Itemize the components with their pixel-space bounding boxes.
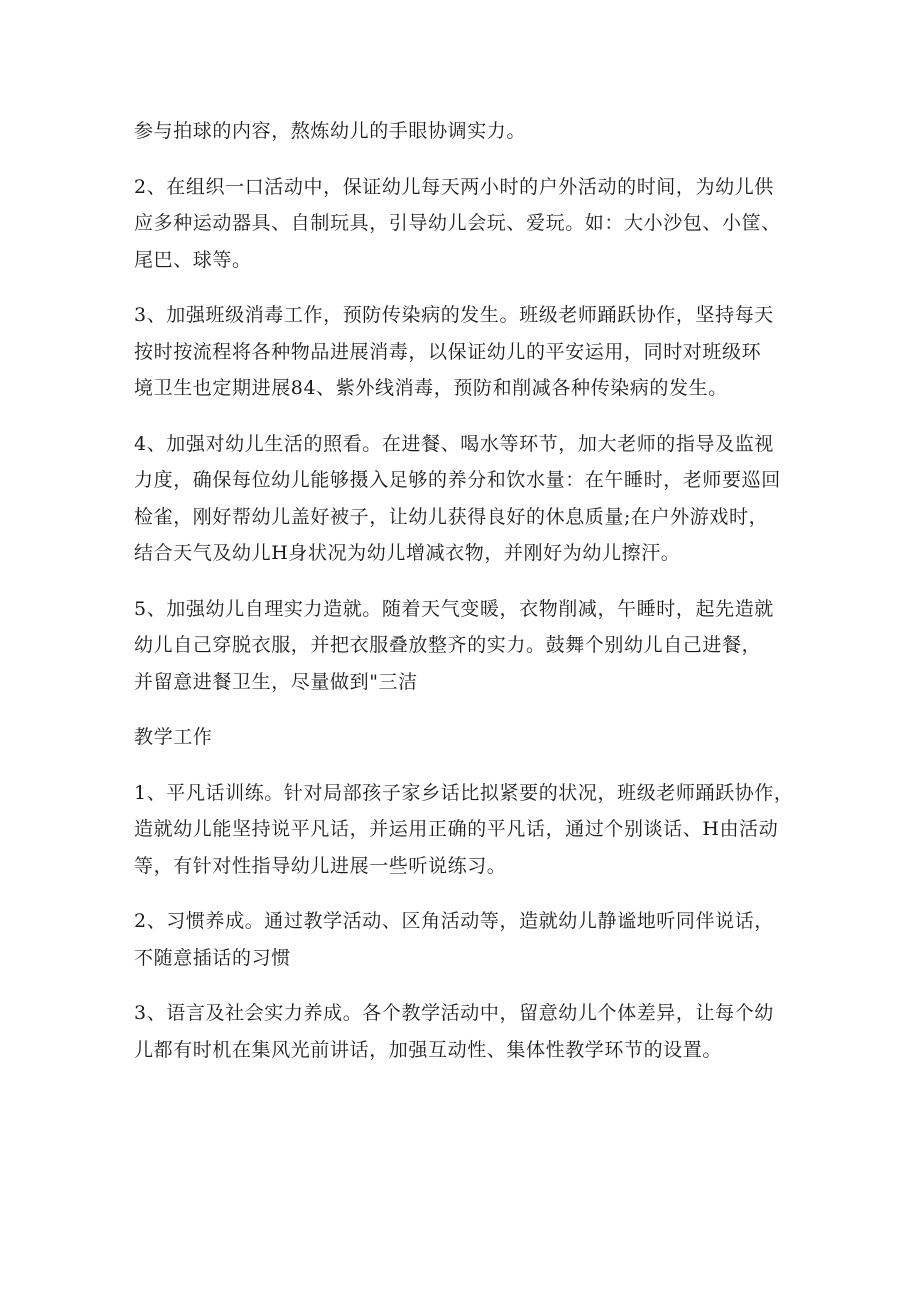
text-line: 等，有针对性指导幼儿进展一些听说练习。 [134,854,507,877]
text-line: 3、加强班级消毒工作，预防传染病的发生。班级老师踊跃协作，坚持每天 [134,304,774,326]
text-line: 5、加强幼儿自理实力造就。随着天气变暖，衣物削减，午睡时，起先造就 [134,597,774,620]
text-line: 应多种运动器具、自制玩具，引导幼儿会玩、爱玩。如：大小沙包、小筐、 [134,212,781,234]
paragraph-item-5-self-care [134,591,794,701]
text-line: 按时按流程将各种物品进展消毒，以保证幼儿的平安运用，同时对班级环 [134,340,762,363]
paragraph-item-4-care [134,426,794,572]
paragraph-teaching-2-habits [134,903,794,976]
text-line: 参与拍球的内容，熬炼幼儿的手眼协调实力。 [134,120,527,142]
text-line: 造就幼儿能坚持说平凡话，并运用正确的平凡话，通过个别谈话、H由活动 [134,818,779,840]
paragraph-item-2-outdoor [134,169,794,279]
text-line: 结合天气及幼儿H身状况为幼儿增减衣物，并刚好为幼儿擦汗。 [134,542,681,564]
text-line: 1、平凡话训练。针对局部孩子家乡话比拟紧要的状况，班级老师踊跃协作， [134,781,794,804]
text-line: 幼儿自己穿脱衣服，并把衣服叠放整齐的实力。鼓舞个别幼儿自己进餐， [134,634,762,656]
text-line: 4、加强对幼儿生活的照看。在进餐、喝水等环节，加大老师的指导及监视 [134,432,774,455]
text-line: 3、语言及社会实力养成。各个教学活动中，留意幼儿个体差异，让每个幼 [134,1002,774,1024]
heading-text: 教学工作 [134,726,213,748]
text-line: 儿都有时机在集风光前讲话，加强互动性、集体性教学环节的设置。 [134,1038,723,1061]
text-line: 2、在组织一口活动中，保证幼儿每天两小时的户外活动的时间，为幼儿供 [134,175,774,198]
text-line: 2、习惯养成。通过教学活动、区角活动等，造就幼儿静谧地听同伴说话， [134,910,774,932]
text-line: 并留意进餐卫生，尽量做到"三洁 [134,670,418,693]
text-line: 力度，确保每位幼儿能够摄入足够的养分和饮水量：在午睡时，老师要巡回 [134,469,781,491]
paragraph-item-3-disinfection [134,297,794,407]
text-line: 境卫生也定期进展84、紫外线消毒，预防和削减各种传染病的发生。 [134,377,728,399]
text-line: 检雀，刚好帮幼儿盖好被子，让幼儿获得良好的休息质量;在户外游戏时， [134,505,769,528]
paragraph-teaching-1-mandarin [134,775,794,885]
paragraph-intro [134,113,794,150]
text-line: 尾巴、球等。 [134,248,252,271]
document-body [134,113,794,1087]
section-heading-teaching [134,719,794,756]
paragraph-teaching-3-language [134,995,794,1068]
text-line: 不随意插话的习惯 [134,946,291,969]
